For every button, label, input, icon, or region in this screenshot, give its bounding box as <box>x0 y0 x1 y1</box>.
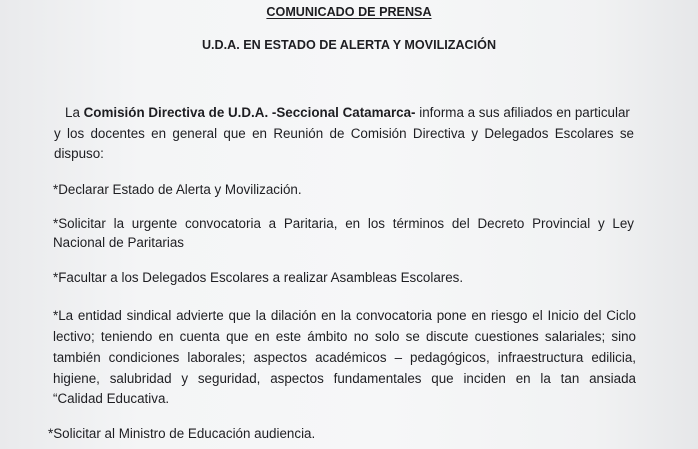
organization-name: Comisión Directiva de U.D.A. -Seccional Catamarca- <box>83 105 416 120</box>
point-2-line-2: Nacional de Paritarias <box>53 235 184 250</box>
point-5: *Solicitar al Ministro de Educación audiencia. <box>48 426 316 441</box>
intro-line-2: y los docentes en general que en Reunión de Comisión Directiva y Delegados Escolares se <box>54 126 634 141</box>
intro-lead: La <box>65 105 84 120</box>
document-subtitle: U.D.A. EN ESTADO DE ALERTA Y MOVILIZACIÓN <box>201 38 497 52</box>
point-3: *Facultar a los Delegados Escolares a realizar Asambleas Escolares. <box>53 270 464 285</box>
point-4-line-5: “Calidad Educativa. <box>53 391 170 406</box>
point-4-line-2: lectivo; teniendo en cuenta que en este ámbito no solo se discute cuestiones salariales; sino <box>53 329 636 344</box>
point-4-line-1: *La entidad sindical advierte que la dilación en la convocatoria pone en riesgo el Inicio del Ciclo <box>53 308 636 323</box>
point-1: *Declarar Estado de Alerta y Movilización. <box>53 182 302 197</box>
intro-rest: informa a sus afiliados en particular <box>415 105 630 120</box>
intro-line-1 <box>65 105 630 121</box>
point-4-line-4: higiene, salubridad y seguridad, aspectos fundamentales que inciden en la tan ansiada <box>53 371 636 386</box>
point-4-line-3: también condiciones laborales; aspectos académicos – pedagógicos, infraestructura edilicia, <box>53 350 636 365</box>
point-2-line-1: *Solicitar la urgente convocatoria a Paritaria, en los términos del Decreto Provincial y Ley <box>53 216 634 231</box>
intro-line-3: dispuso: <box>54 146 104 161</box>
document-title: COMUNICADO DE PRENSA <box>266 5 432 19</box>
